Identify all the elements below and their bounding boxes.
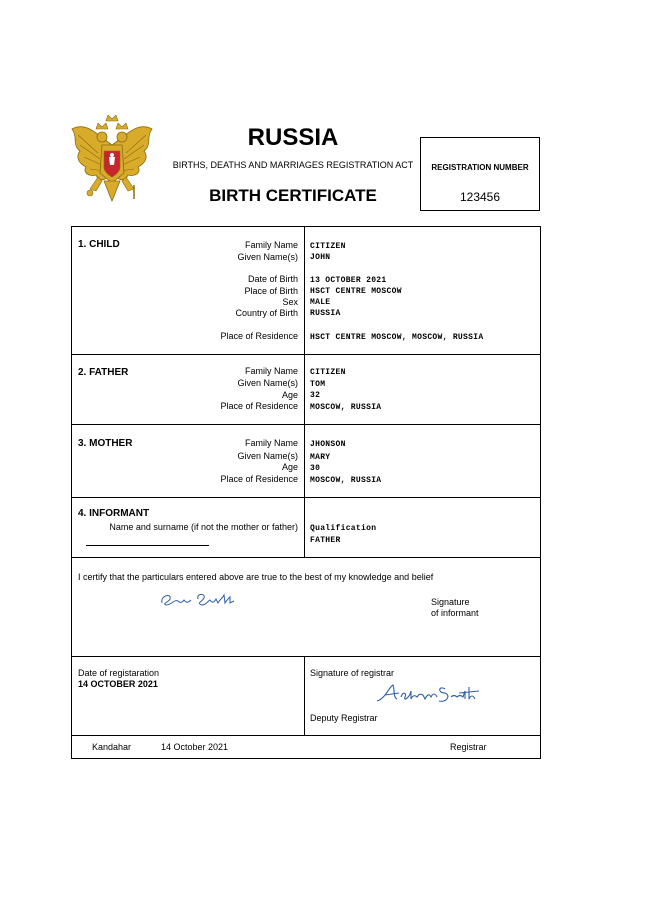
mother-given-names: MARY (310, 453, 331, 462)
registrar-signature-image (375, 681, 481, 705)
certification-statement: I certify that the particulars entered above are true to the best of my knowledge and belief (78, 572, 434, 582)
child-heading: 1. CHILD (78, 239, 120, 250)
qualification-label: Qualification (310, 524, 377, 533)
child-place-of-residence-label: Place of Residence (220, 331, 298, 341)
registration-number-box (420, 137, 540, 211)
column-divider (304, 656, 305, 735)
child-date-of-birth-label: Date of Birth (247, 274, 298, 284)
registration-date: 14 OCTOBER 2021 (78, 679, 158, 689)
father-place-of-residence-label: Place of Residence (220, 401, 298, 411)
child-country-of-birth: RUSSIA (310, 309, 341, 318)
deputy-registrar-label: Deputy Registrar (310, 713, 378, 723)
mother-family-name-label: Family Name (244, 438, 298, 448)
mother-place-of-residence: MOSCOW, RUSSIA (310, 476, 382, 485)
section-divider (72, 497, 540, 498)
child-place-of-birth: HSCT CENTRE MOSCOW (310, 287, 402, 296)
child-family-name-label: Family Name (244, 240, 298, 250)
child-date-of-birth: 13 OCTOBER 2021 (310, 276, 387, 285)
document-title: BIRTH CERTIFICATE (209, 186, 377, 205)
informant-name-line (86, 545, 209, 546)
father-family-name-label: Family Name (244, 366, 298, 376)
registration-number-label: REGISTRATION NUMBER (431, 163, 529, 172)
registration-date-label: Date of registaration (78, 668, 160, 678)
mother-given-names-label: Given Name(s) (237, 451, 298, 461)
father-age-label: Age (281, 390, 298, 400)
child-sex-label: Sex (282, 297, 298, 307)
father-family-name: CITIZEN (310, 368, 346, 377)
child-place-of-birth-label: Place of Birth (244, 286, 298, 296)
registration-number-value: 123456 (459, 190, 501, 204)
registration-place: Kandahar (92, 742, 132, 752)
column-divider (304, 227, 305, 557)
father-age: 32 (310, 391, 321, 400)
mother-heading: 3. MOTHER (78, 438, 133, 449)
informant-heading: 4. INFORMANT (78, 508, 150, 519)
child-given-names-label: Given Name(s) (237, 252, 298, 262)
section-divider (72, 557, 540, 558)
section-divider (72, 424, 540, 425)
child-given-names: JOHN (310, 253, 331, 262)
child-family-name: CITIZEN (310, 242, 346, 251)
country-name: RUSSIA (247, 124, 339, 151)
child-place-of-residence: HSCT CENTRE MOSCOW, MOSCOW, RUSSIA (310, 333, 484, 342)
qualification-value: FATHER (310, 536, 341, 545)
mother-age: 30 (310, 464, 321, 473)
father-heading: 2. FATHER (78, 367, 129, 378)
section-divider (72, 735, 540, 736)
father-given-names: TOM (310, 380, 326, 389)
mother-age-label: Age (281, 462, 298, 472)
footer-date: 14 October 2021 (161, 742, 229, 752)
informant-signature-image (158, 591, 238, 609)
father-given-names-label: Given Name(s) (237, 378, 298, 388)
section-divider (72, 354, 540, 355)
footer-role: Registrar (450, 742, 487, 752)
registration-act-name: BIRTHS, DEATHS AND MARRIAGES REGISTRATION ACT (172, 160, 414, 170)
certificate-form (71, 226, 541, 759)
informant-signature-label: Signature of informant (431, 597, 479, 618)
father-place-of-residence: MOSCOW, RUSSIA (310, 403, 382, 412)
child-sex: MALE (310, 298, 331, 307)
section-divider (72, 656, 540, 657)
child-country-of-birth-label: Country of Birth (235, 308, 298, 318)
mother-family-name: JHONSON (310, 440, 346, 449)
mother-place-of-residence-label: Place of Residence (220, 474, 298, 484)
registrar-signature-label: Signature of registrar (310, 668, 395, 678)
informant-name-label: Name and surname (if not the mother or father) (109, 522, 298, 532)
coat-of-arms-emblem-icon (68, 115, 156, 213)
